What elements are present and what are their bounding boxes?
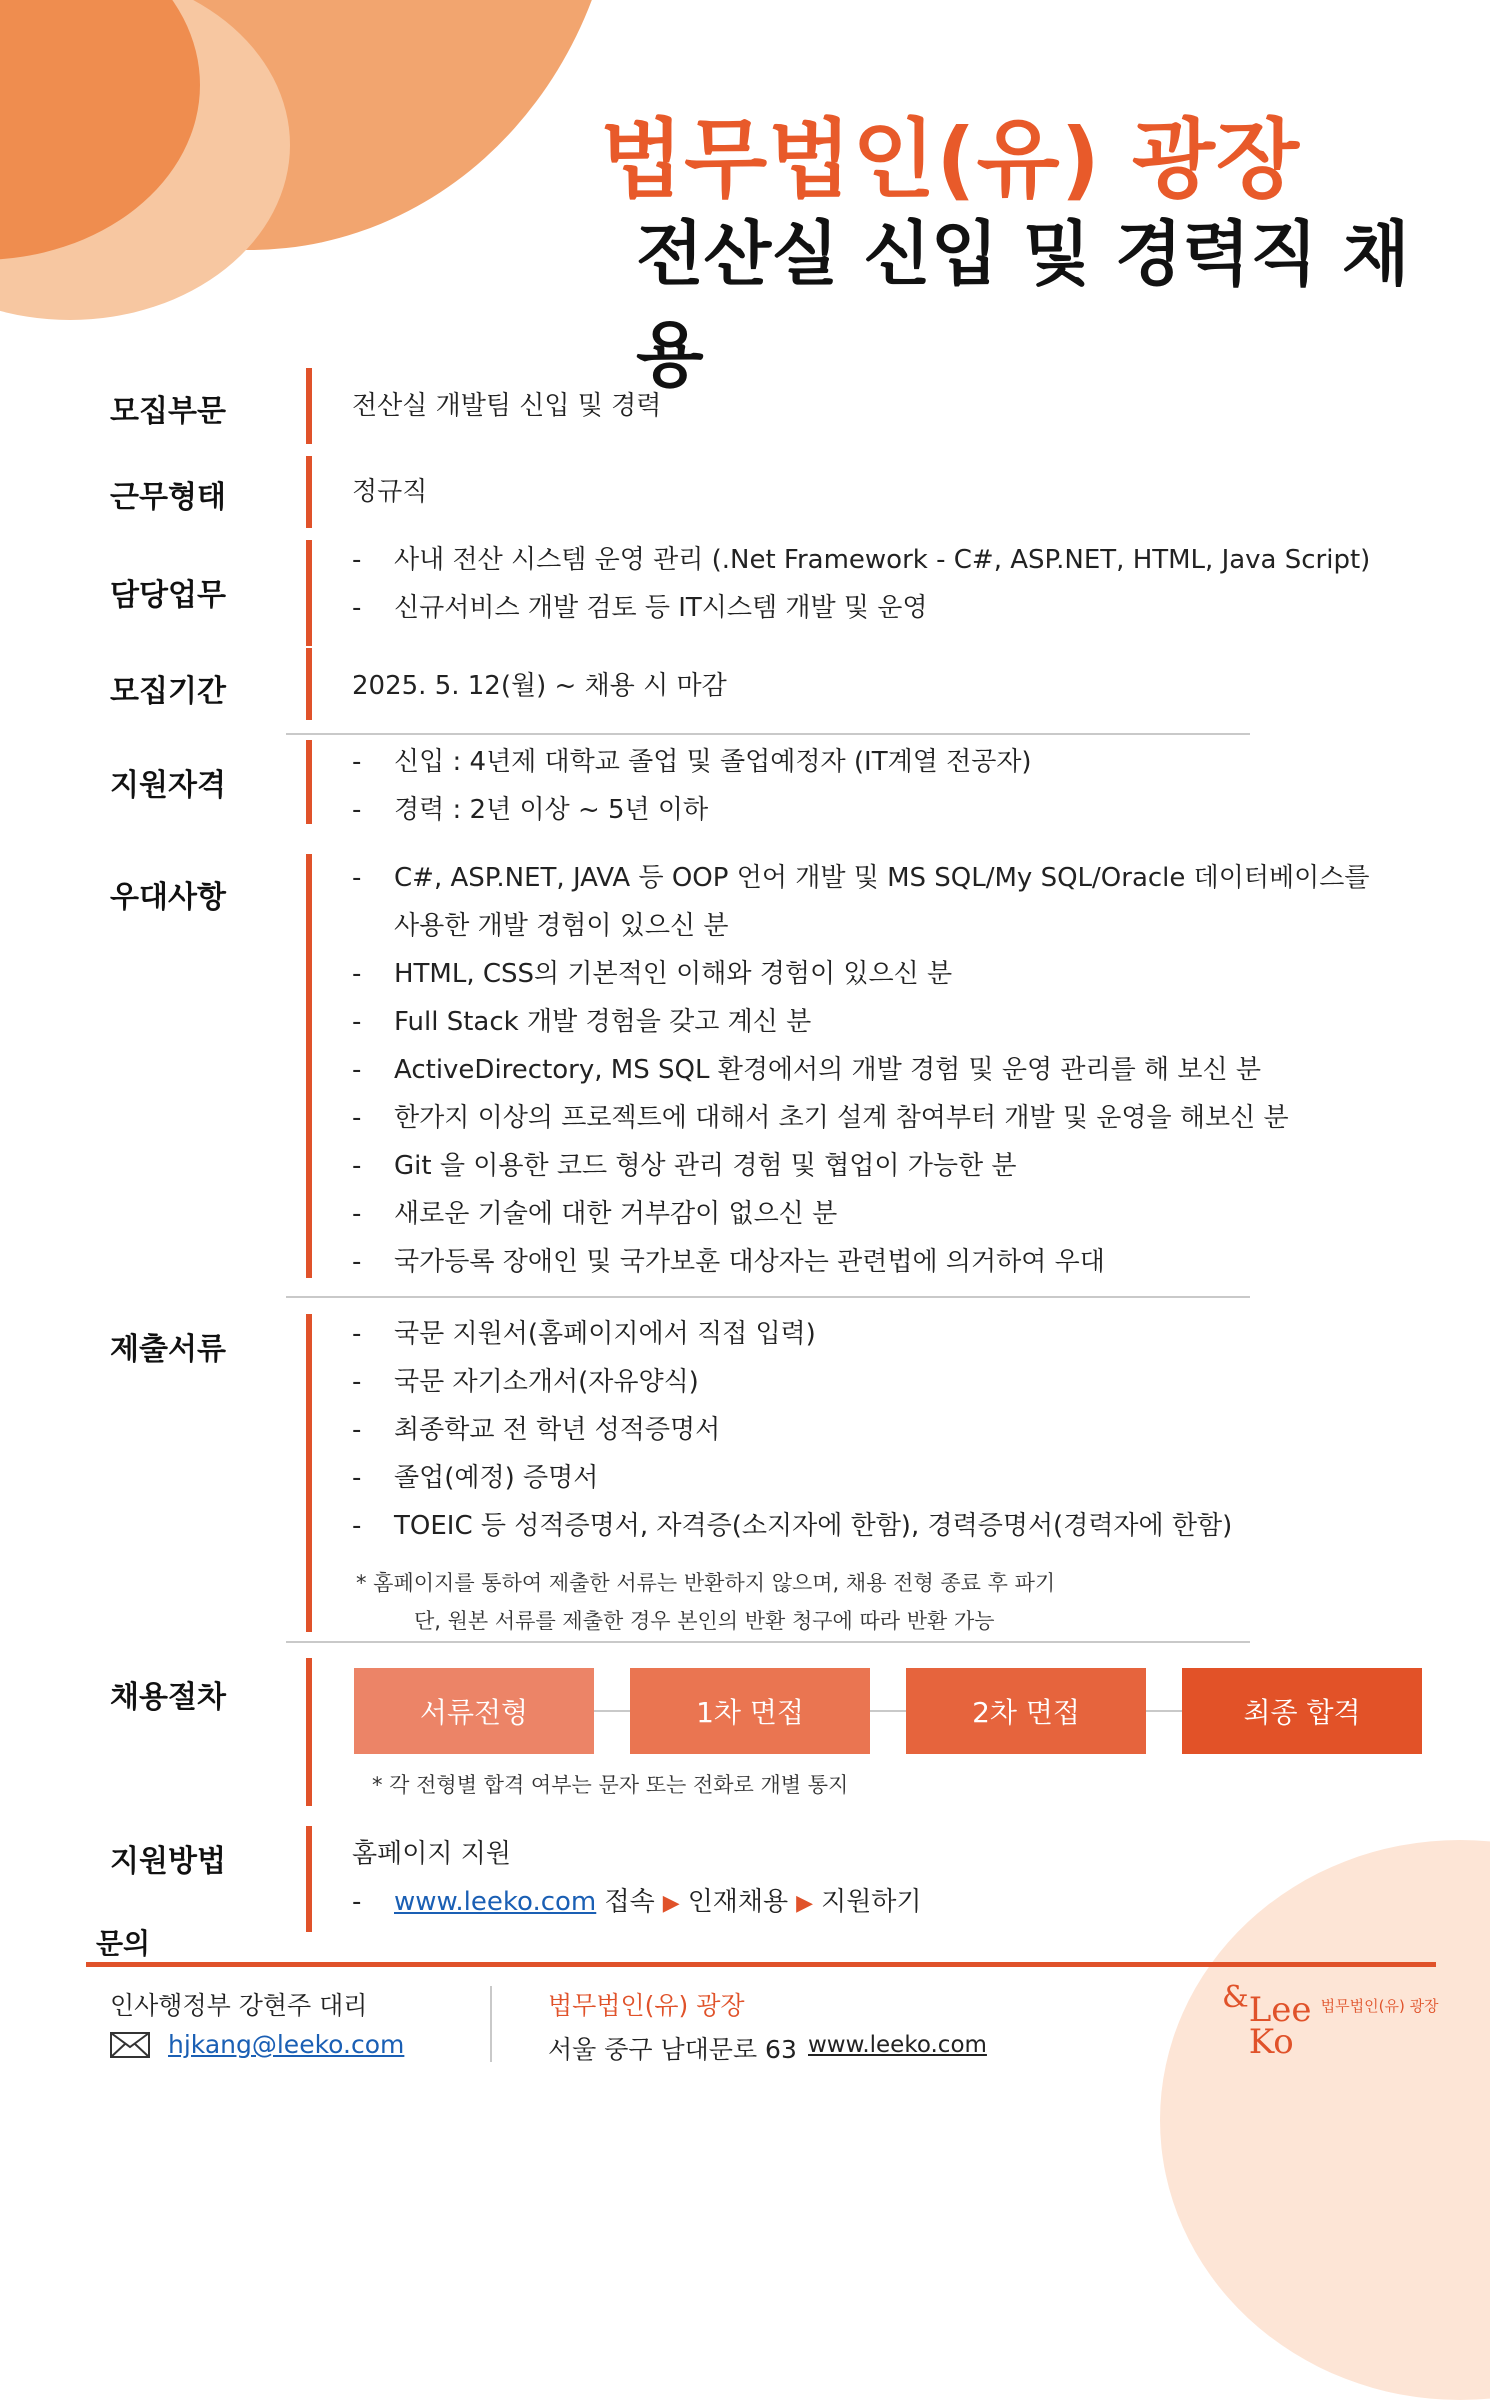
contact-email-row [110,2030,404,2059]
label-recruit-area: 모집부문 [110,394,226,429]
decorative-circle-footer [1160,1840,1490,2400]
label-preferred: 우대사항 [110,880,226,915]
list-item: - 신규서비스 개발 검토 등 IT시스템 개발 및 운영 [352,593,928,623]
process-step-final-pass: 최종 합격 [1182,1668,1422,1754]
list-item: - 최종학교 전 학년 성적증명서 [352,1415,721,1445]
contact-person: 인사행정부 강현주 대리 [110,1991,368,2020]
list-item: - Full Stack 개발 경험을 갖고 계신 분 [352,1007,812,1037]
list-item: - C#, ASP.NET, JAVA 등 OOP 언어 개발 및 MS SQL/My SQL/Oracle 데이터베이스를 [352,863,1370,893]
recruit-area-text: 전산실 개발팀 신입 및 경력 [352,391,662,421]
label-employment-type: 근무형태 [110,480,226,515]
apply-step-apply: 지원하기 [821,1887,922,1917]
list-item: - 경력 : 2년 이상 ~ 5년 이하 [352,795,709,825]
apply-text: 홈페이지 지원 [352,1839,511,1869]
section-bar [306,740,312,824]
leeko-logo: &Lee Ko 법무법인(유) 광장 [1222,1980,1439,2062]
divider [286,1296,1250,1298]
apply-content [352,1830,922,1928]
list-item: - 졸업(예정) 증명서 [352,1463,599,1493]
apply-step-visit: 접속 [604,1887,655,1917]
process-connector [594,1710,634,1712]
section-bar [306,368,312,444]
logo-text: 법무법인(유) 광장 [1320,1997,1439,2015]
qualifications-list [352,738,1032,834]
mail-icon [110,2032,150,2058]
label-qualifications: 지원자격 [110,768,226,803]
apply-step-careers: 인재채용 [687,1887,789,1917]
list-item: - 사내 전산 시스템 운영 관리 (.Net Framework - C#, ASP.NET, HTML, Java Script) [352,545,1371,575]
period-text: 2025. 5. 12(월) ~ 채용 시 마감 [352,671,727,701]
list-item: - HTML, CSS의 기본적인 이해와 경험이 있으신 분 [352,959,953,989]
list-item: - ActiveDirectory, MS SQL 환경에서의 개발 경험 및 운영 관리를 해 보신 분 [352,1055,1262,1085]
process-step-second-interview: 2차 면접 [906,1668,1146,1754]
divider [286,733,1250,735]
label-period: 모집기간 [110,674,226,709]
list-item: - 신입 : 4년제 대학교 졸업 및 졸업예정자 (IT계열 전공자) [352,747,1032,777]
list-item: - 국문 지원서(홈페이지에서 직접 입력) [352,1319,816,1349]
footer-title: 문의 [96,1927,151,1960]
footer-separator [490,1986,492,2062]
apply-website-link[interactable]: www.leeko.com [394,1887,597,1917]
section-bar [306,456,312,528]
arrow-right-icon: ▶ [796,1891,814,1916]
list-item: - Git 을 이용한 코드 형상 관리 경험 및 협업이 가능한 분 [352,1151,1017,1181]
footer-divider [86,1962,1436,1967]
list-item: - 한가지 이상의 프로젝트에 대해서 초기 설계 참여부터 개발 및 운영을 해보신 분 [352,1103,1289,1133]
duties-list [352,536,1370,632]
list-item-continuation: 사용한 개발 경험이 있으신 분 [394,911,729,941]
process-step-first-interview: 1차 면접 [630,1668,870,1754]
firm-title: 법무법인(유) 광장 [600,110,1301,210]
apply-steps: - www.leeko.com 접속 ▶ 인재채용 ▶ 지원하기 [352,1887,922,1917]
documents-note-2: 단, 원본 서류를 제출한 경우 본인의 반환 청구에 따라 반환 가능 [414,1609,995,1633]
process-connector [1146,1710,1186,1712]
preferred-list [352,854,1369,1286]
process-connector [870,1710,910,1712]
documents-note-1: * 홈페이지를 통하여 제출한 서류는 반환하지 않으며, 채용 전형 종료 후 파기 [356,1571,1056,1595]
page-title: 전산실 신입 및 경력직 채용 [636,213,1410,396]
process-step-document-review: 서류전형 [354,1668,594,1754]
process-note: * 각 전형별 합격 여부는 문자 또는 전화로 개별 통지 [372,1773,849,1797]
section-bar [306,854,312,1278]
label-documents: 제출서류 [110,1332,226,1367]
section-bar [306,1826,312,1932]
documents-list [352,1310,1232,1550]
list-item: - TOEIC 등 성적증명서, 자격증(소지자에 한함), 경력증명서(경력자에 한함) [352,1511,1233,1541]
section-bar [306,648,312,720]
label-process: 채용절차 [110,1680,226,1715]
contact-email-link[interactable]: hjkang@leeko.com [168,2030,405,2059]
arrow-right-icon: ▶ [662,1891,680,1916]
list-item: - 새로운 기술에 대한 거부감이 없으신 분 [352,1199,838,1229]
footer-address: 서울 중구 남대문로 63 [548,2035,797,2064]
label-duties: 담당업무 [110,578,226,613]
decorative-circle-small [0,0,290,320]
list-item: - 국가등록 장애인 및 국가보훈 대상자는 관련법에 의거하여 우대 [352,1247,1105,1277]
list-item: - 국문 자기소개서(자유양식) [352,1367,699,1397]
section-bar [306,1314,312,1632]
section-bar [306,1658,312,1806]
section-bar [306,540,312,646]
divider [286,1641,1250,1643]
footer-website-link[interactable]: www.leeko.com [808,2032,987,2058]
label-apply: 지원방법 [110,1844,226,1879]
employment-type-text: 정규직 [352,477,428,507]
footer-firm: 법무법인(유) 광장 [548,1991,745,2020]
